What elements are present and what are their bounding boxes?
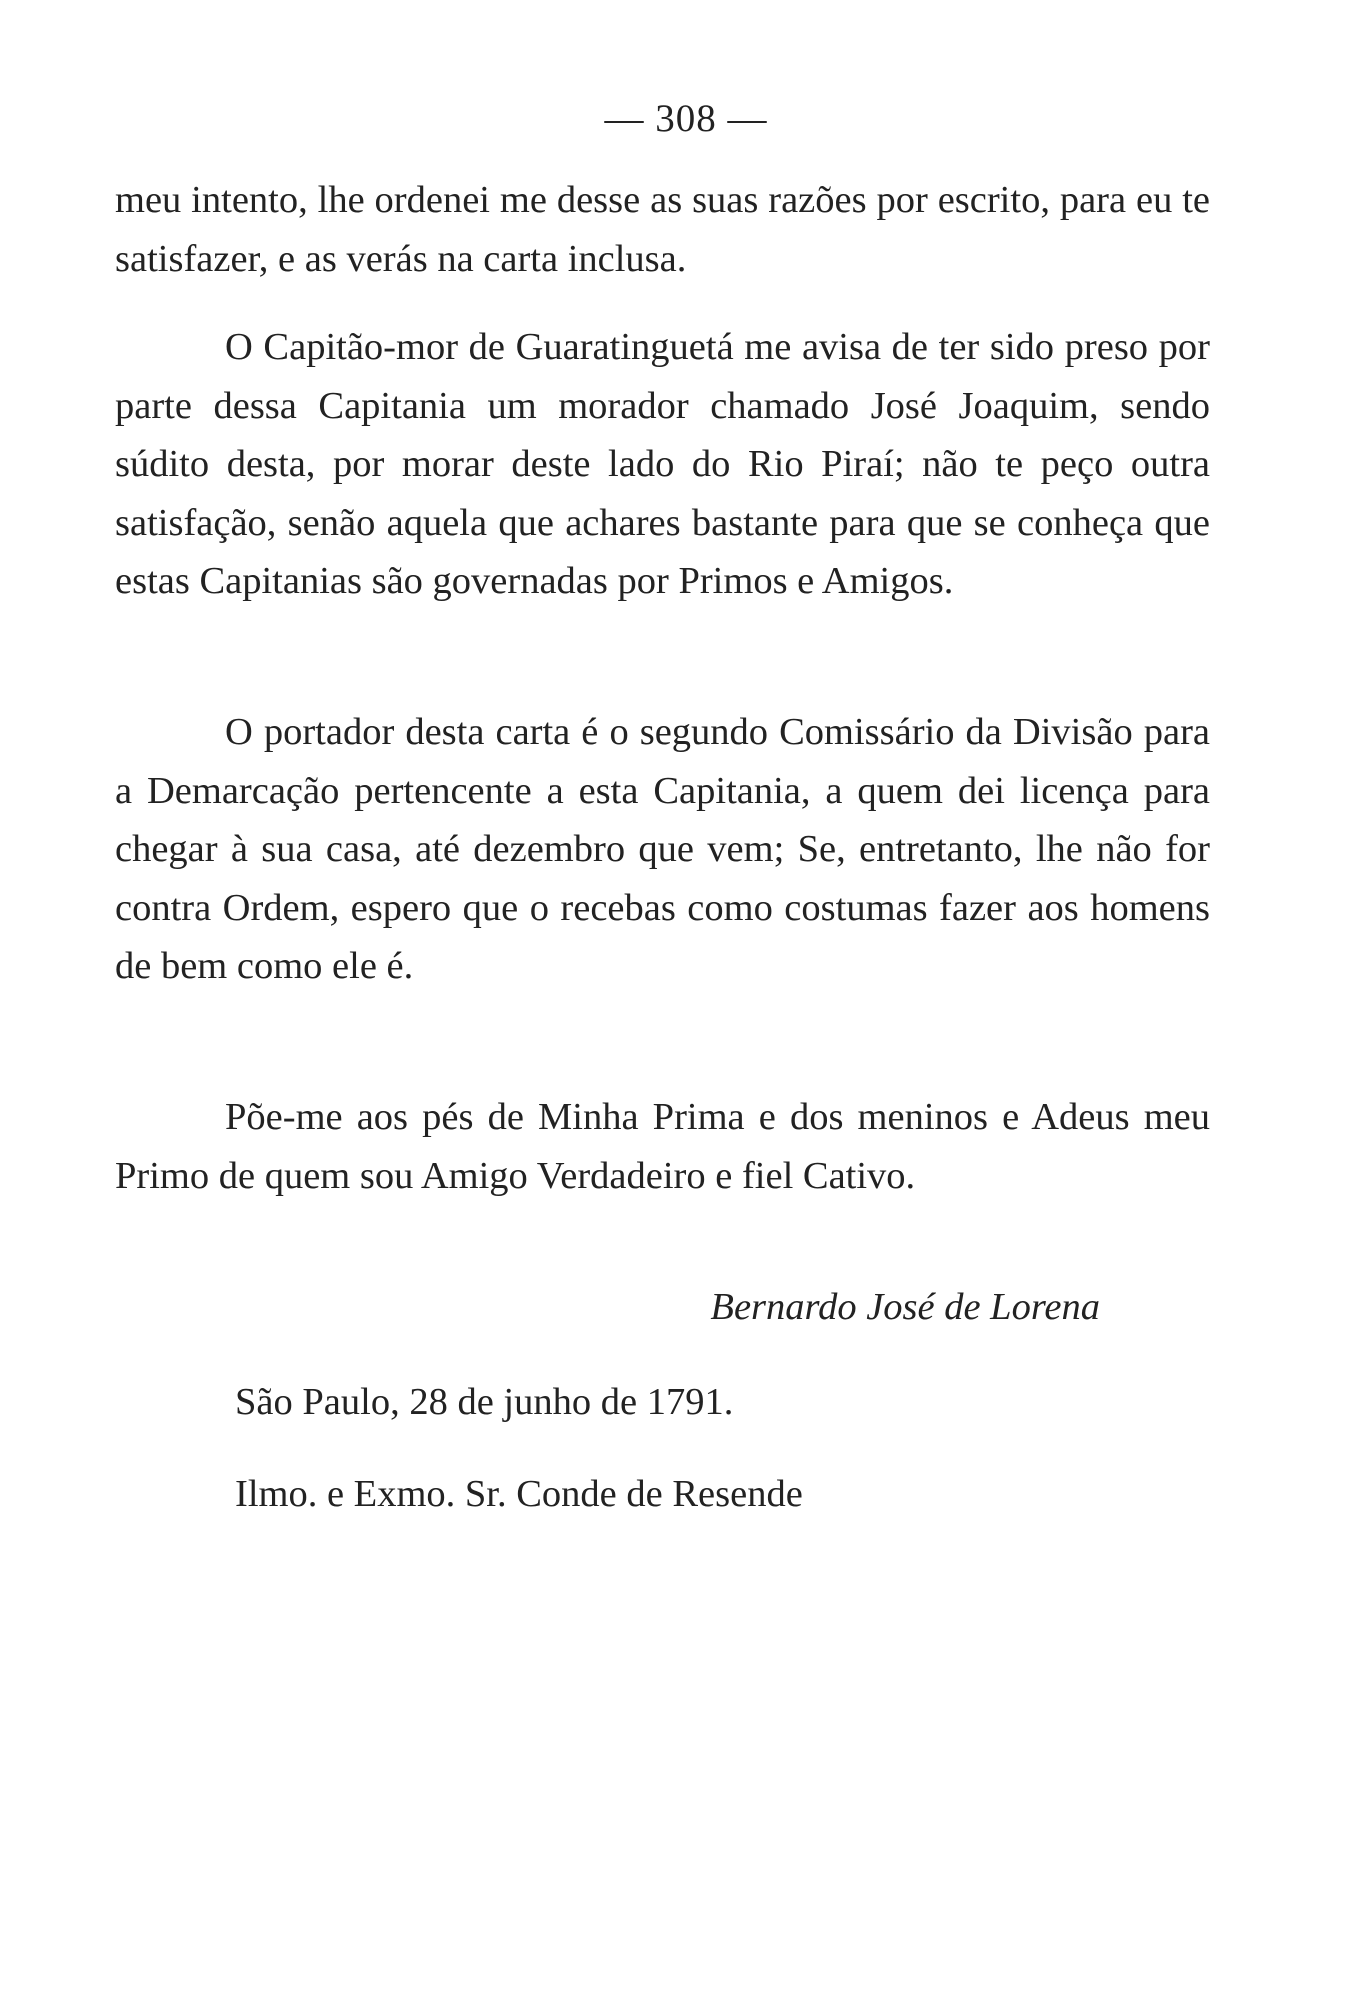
paragraph-capitao-mor: O Capitão-mor de Guaratinguetá me avisa de ter sido preso por parte dessa Capitania um morador chamado José Joaquim, sendo súdito desta, por morar deste lado do Rio Piraí; não te peço outra satisfação, senão aquela que achares bastante para que se conheça que estas Capitanias são governadas por Primos e Amigos.: [115, 326, 1210, 602]
paragraph-portador: O portador desta carta é o segundo Comissário da Divisão para a Demarcação pertencente a esta Capitania, a quem dei licença para chegar à sua casa, até dezembro que vem; Se, entretanto, lhe não for contra Ordem, espero que o recebas como costumas fazer aos homens de bem como ele é.: [115, 711, 1210, 987]
paragraph-continuation: meu intento, lhe ordenei me desse as suas razões por escrito, para eu te satisfazer, e as verás na carta inclusa.: [115, 179, 1210, 280]
place-date: São Paulo, 28 de junho de 1791.: [235, 1381, 734, 1423]
paragraph-closing: Põe-me aos pés de Minha Prima e dos meninos e Adeus meu Primo de quem sou Amigo Verdadeiro e fiel Cativo.: [115, 1096, 1210, 1197]
signature: Bernardo José de Lorena: [710, 1286, 1100, 1328]
page-number: — 308 —: [604, 97, 768, 140]
addressee: Ilmo. e Exmo. Sr. Conde de Resende: [235, 1473, 803, 1515]
